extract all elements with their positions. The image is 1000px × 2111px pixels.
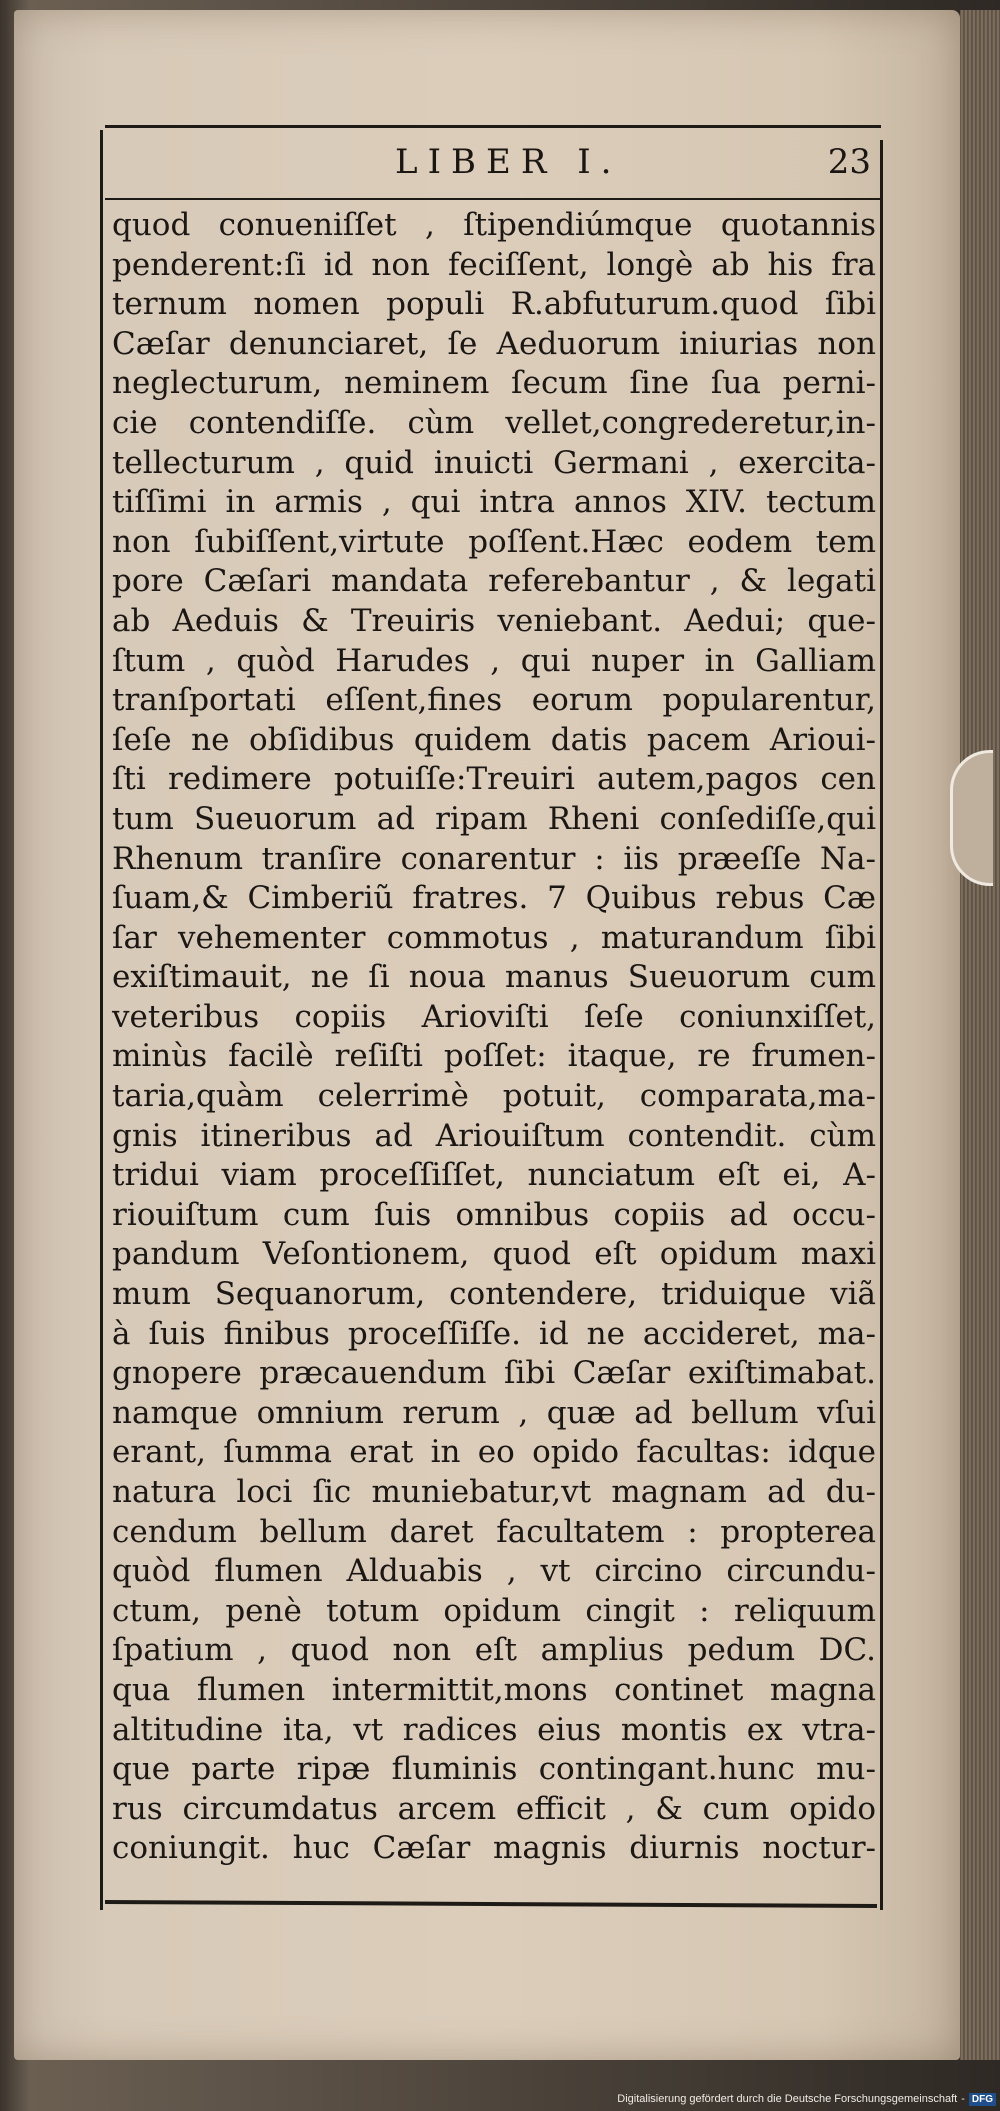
text-line: ſpatium , quod non eſt amplius pedum DC.: [112, 1632, 876, 1669]
text-line: quòd flumen Alduabis , vt circino circundu-: [112, 1553, 876, 1590]
text-line: tellecturum , quid inuicti Germani , exercita-: [112, 444, 876, 481]
text-line: non ſubiſſent,virtute poſſent.Hæc eodem tem: [112, 523, 876, 560]
frame-right-rule: [880, 140, 883, 1910]
text-line: Cæſar denunciaret, ſe Aeduorum iniurias non: [112, 325, 876, 362]
text-line: neglecturum, neminem ſecum ſine ſua perni-: [112, 365, 876, 402]
text-line: gnis itineribus ad Ariouiſtum contendit. cùm: [112, 1117, 876, 1154]
footer-credit: Digitalisierung gefördert durch die Deutsche Forschungsgemeinschaft - DFG: [617, 2090, 996, 2108]
text-line: ſuam,& Cimberiũ fratres. 7 Quibus rebus Cæ: [112, 880, 876, 917]
text-line: penderent:ſi id non feciſſent, longè ab his fra: [112, 246, 876, 283]
text-line: ſti redimere potuiſſe:Treuiri autem,pagos cen: [112, 761, 876, 798]
text-line: ſar vehementer commotus , maturandum ſibi: [112, 919, 876, 956]
text-line: pore Cæſari mandata referebantur , & legati: [112, 563, 876, 600]
text-line: cendum bellum daret facultatem : propterea: [112, 1513, 876, 1550]
text-line: cie contendiſſe. cùm vellet,congrederetur,in-: [112, 404, 876, 441]
text-line: rus circumdatus arcem efficit , & cum opido: [112, 1790, 876, 1827]
text-line: ternum nomen populi R.abfuturum.quod ſibi: [112, 286, 876, 323]
text-line: tum Sueuorum ad ripam Rheni conſediſſe,qui: [112, 800, 876, 837]
text-line: minùs facilè reſiſti poſſet: itaque, re frumen-: [112, 1038, 876, 1075]
text-line: mum Sequanorum, contendere, triduique viã: [112, 1276, 876, 1313]
text-line: erant, ſumma erat in eo opido facultas: idque: [112, 1434, 876, 1471]
body-text: [112, 206, 876, 1869]
text-line: tiſſimi in armis , qui intra annos XIV. tectum: [112, 484, 876, 521]
text-line: namque omnium rerum , quæ ad bellum vſui: [112, 1394, 876, 1431]
text-line: ab Aeduis & Treuiris veniebant. Aedui; que-: [112, 602, 876, 639]
header-rule: [105, 198, 881, 200]
text-line: taria,quàm celerrimè potuit, comparata,ma-: [112, 1078, 876, 1115]
text-line: tridui viam proceſſiſſet, nunciatum eſt ei, A-: [112, 1157, 876, 1194]
text-line: Rhenum tranſire conarentur : iis præeſſe Na-: [112, 840, 876, 877]
text-line: tranſportati eſſent,fines eorum popularentur,: [112, 682, 876, 719]
text-line: gnopere præcauendum ſibi Cæſar exiſtimabat.: [112, 1355, 876, 1392]
text-line: veteribus copiis Arioviſti ſeſe coniunxiſſet,: [112, 998, 876, 1035]
text-line: riouiſtum cum ſuis omnibus copiis ad occu-: [112, 1196, 876, 1233]
page-number: 23: [827, 142, 871, 182]
thumb-notch: [950, 750, 993, 886]
footer-credit-text: Digitalisierung gefördert durch die Deutsche Forschungsgemeinschaft: [617, 2093, 958, 2105]
text-line: quod conueniſſet , ſtipendiúmque quotannis: [112, 207, 876, 243]
running-title: LIBER I.: [395, 142, 622, 182]
running-header: [105, 140, 875, 190]
text-line: natura loci ſic muniebatur,vt magnam ad du-: [112, 1474, 876, 1510]
text-line: pandum Veſontionem, quod eſt opidum maxi: [112, 1236, 876, 1273]
text-line: coniungit. huc Cæſar magnis diurnis noctur-: [112, 1830, 876, 1867]
text-line: exiſtimauit, ne ſi noua manus Sueuorum cum: [112, 959, 876, 996]
text-line: que parte ripæ fluminis contingant.hunc mu-: [112, 1751, 876, 1788]
text-line: ſeſe ne obſidibus quidem datis pacem Arioui-: [112, 721, 876, 758]
text-line: altitudine ita, vt radices eius montis ex vtra-: [112, 1711, 876, 1748]
frame-left-rule: [100, 130, 103, 1910]
text-line: qua flumen intermittit,mons continet magna: [112, 1671, 876, 1708]
text-line: ſtum , quòd Harudes , qui nuper in Galliam: [112, 642, 876, 679]
frame-top-rule: [105, 125, 881, 128]
dfg-logo: DFG: [969, 2093, 996, 2106]
text-line: ctum, penè totum opidum cingit : reliquum: [112, 1592, 876, 1629]
page-edge: [960, 10, 1000, 2060]
text-line: à ſuis finibus proceſſiſſe. id ne accideret, ma-: [112, 1315, 876, 1352]
